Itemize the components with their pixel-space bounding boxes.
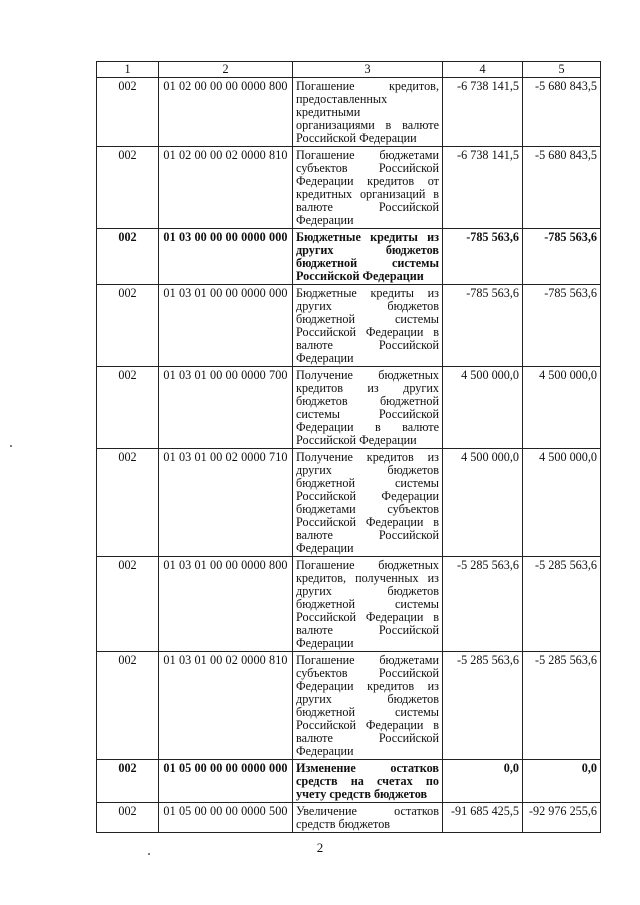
cell-amount-year-2: 0,0 [523, 760, 601, 803]
table-row [97, 78, 601, 147]
cell-source-name: Погашение кредитов, предоставленных кредитными организациями в валюте Российской Федерации [293, 78, 443, 147]
scan-speck [10, 445, 12, 447]
table-row [97, 229, 601, 285]
table-row [97, 803, 601, 833]
header-col-3: 3 [293, 62, 443, 78]
table-body [97, 78, 601, 833]
cell-classification-code: 01 03 01 00 02 0000 710 [159, 449, 293, 557]
cell-amount-year-2: -5 285 563,6 [523, 652, 601, 760]
cell-source-name: Изменение остатков средств на счетах по учету средств бюджетов [293, 760, 443, 803]
cell-source-name: Получение кредитов из других бюджетов бюджетной системы Российской Федерации бюджетами субъектов Российской Федерации в валюте Российской Федерации [293, 449, 443, 557]
cell-amount-year-2: -92 976 255,6 [523, 803, 601, 833]
cell-amount-year-1: 0,0 [443, 760, 523, 803]
budget-sources-table [96, 61, 601, 833]
cell-admin-code: 002 [97, 760, 159, 803]
cell-source-name: Получение бюджетных кредитов из других бюджетов бюджетной системы Российской Федерации в валюте Российской Федерации [293, 367, 443, 449]
header-col-4: 4 [443, 62, 523, 78]
cell-admin-code: 002 [97, 78, 159, 147]
cell-amount-year-2: -5 680 843,5 [523, 78, 601, 147]
cell-source-name: Бюджетные кредиты из других бюджетов бюджетной системы Российской Федерации в валюте Российской Федерации [293, 285, 443, 367]
table-row [97, 367, 601, 449]
cell-admin-code: 002 [97, 285, 159, 367]
cell-admin-code: 002 [97, 652, 159, 760]
cell-admin-code: 002 [97, 557, 159, 652]
scan-speck [148, 853, 150, 855]
page-number: 2 [316, 840, 324, 855]
cell-source-name: Увеличение остатков средств бюджетов [293, 803, 443, 833]
header-col-5: 5 [523, 62, 601, 78]
cell-source-name: Бюджетные кредиты из других бюджетов бюджетной системы Российской Федерации [293, 229, 443, 285]
cell-classification-code: 01 03 00 00 00 0000 000 [159, 229, 293, 285]
cell-classification-code: 01 03 01 00 00 0000 700 [159, 367, 293, 449]
cell-amount-year-2: -785 563,6 [523, 285, 601, 367]
cell-classification-code: 01 05 00 00 00 0000 500 [159, 803, 293, 833]
cell-classification-code: 01 03 01 00 00 0000 800 [159, 557, 293, 652]
cell-amount-year-1: -5 285 563,6 [443, 557, 523, 652]
cell-source-name: Погашение бюджетами субъектов Российской Федерации кредитов от кредитных организаций в валюте Российской Федерации [293, 147, 443, 229]
table-header-row [97, 62, 601, 78]
cell-classification-code: 01 03 01 00 02 0000 810 [159, 652, 293, 760]
table-row [97, 760, 601, 803]
cell-classification-code: 01 05 00 00 00 0000 000 [159, 760, 293, 803]
cell-amount-year-2: -5 680 843,5 [523, 147, 601, 229]
cell-source-name: Погашение бюджетами субъектов Российской Федерации кредитов из других бюджетов бюджетной системы Российской Федерации в валюте Российской Федерации [293, 652, 443, 760]
cell-classification-code: 01 03 01 00 00 0000 000 [159, 285, 293, 367]
cell-amount-year-2: -785 563,6 [523, 229, 601, 285]
cell-classification-code: 01 02 00 00 00 0000 800 [159, 78, 293, 147]
table-row [97, 285, 601, 367]
header-col-2: 2 [159, 62, 293, 78]
table-row [97, 557, 601, 652]
cell-amount-year-1: -6 738 141,5 [443, 78, 523, 147]
cell-source-name: Погашение бюджетных кредитов, полученных из других бюджетов бюджетной системы Российской Федерации в валюте Российской Федерации [293, 557, 443, 652]
cell-amount-year-1: -785 563,6 [443, 229, 523, 285]
cell-amount-year-1: -5 285 563,6 [443, 652, 523, 760]
cell-admin-code: 002 [97, 229, 159, 285]
cell-admin-code: 002 [97, 147, 159, 229]
cell-amount-year-2: -5 285 563,6 [523, 557, 601, 652]
cell-admin-code: 002 [97, 803, 159, 833]
cell-admin-code: 002 [97, 449, 159, 557]
cell-amount-year-2: 4 500 000,0 [523, 367, 601, 449]
cell-amount-year-1: -6 738 141,5 [443, 147, 523, 229]
cell-amount-year-1: 4 500 000,0 [443, 449, 523, 557]
table-row [97, 147, 601, 229]
table-row [97, 449, 601, 557]
cell-admin-code: 002 [97, 367, 159, 449]
cell-amount-year-1: 4 500 000,0 [443, 367, 523, 449]
table-row [97, 652, 601, 760]
cell-amount-year-1: -785 563,6 [443, 285, 523, 367]
cell-amount-year-1: -91 685 425,5 [443, 803, 523, 833]
cell-classification-code: 01 02 00 00 02 0000 810 [159, 147, 293, 229]
header-col-1: 1 [97, 62, 159, 78]
cell-amount-year-2: 4 500 000,0 [523, 449, 601, 557]
